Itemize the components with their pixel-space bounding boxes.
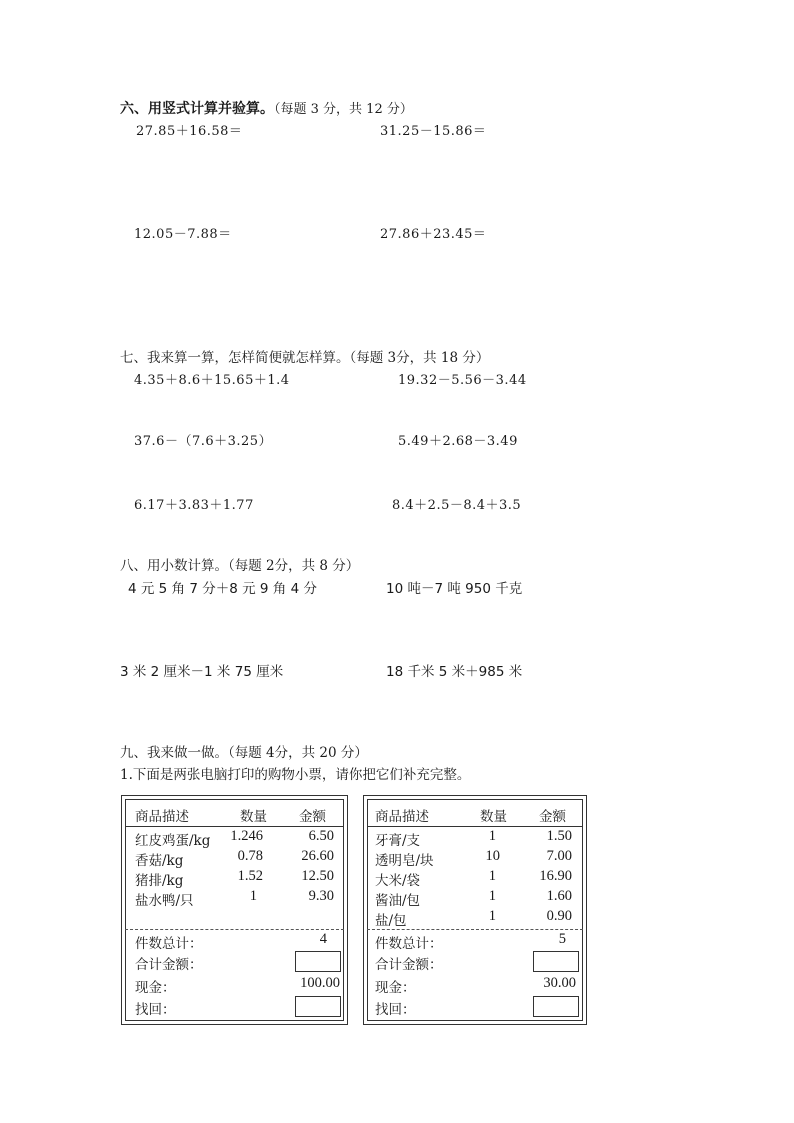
problem-8-4: 18 千米 5 米＋985 米 (386, 664, 523, 680)
section-eight-heading: 八、用小数计算。（每题 2分，共 8 分） (120, 558, 360, 574)
problem-8-1: 4 元 5 角 7 分＋8 元 9 角 4 分 (128, 581, 317, 597)
receipt-1-item-3-amount: 12.50 (301, 868, 334, 884)
receipt-1-item-1-name: 红皮鸡蛋/kg (135, 833, 211, 849)
receipt-2 (363, 795, 587, 1025)
receipt-2-summary-divider (367, 929, 583, 930)
receipt-2-item-4-amount: 1.60 (546, 888, 572, 904)
receipt-1-header-divider (125, 826, 344, 827)
receipt-1-count-value: 4 (319, 931, 327, 947)
receipt-2-item-5-amount: 0.90 (546, 908, 572, 924)
section-six-note: （每题 3 分，共 12 分） (274, 102, 413, 117)
receipt-2-item-4-name: 酱油/包 (375, 893, 421, 909)
receipt-1-cash-value: 100.00 (300, 975, 340, 991)
receipt-2-change-answer-box[interactable] (533, 996, 579, 1017)
receipt-1 (121, 795, 348, 1025)
receipt-1-change-label: 找回： (135, 1002, 176, 1018)
receipt-2-item-5-qty: 1 (488, 908, 496, 924)
receipt-2-total-answer-box[interactable] (533, 951, 579, 972)
problem-7-5: 6.17＋3.83＋1.77 (134, 498, 254, 513)
receipt-1-total-answer-box[interactable] (295, 951, 341, 972)
receipt-2-item-4-qty: 1 (488, 888, 496, 904)
receipt-1-item-1-amount: 6.50 (308, 828, 334, 844)
section-seven-heading: 七、我来算一算，怎样简便就怎样算。（每题 3分，共 18 分） (120, 350, 490, 366)
problem-6-3: 12.05－7.88＝ (134, 227, 232, 242)
problem-7-3: 37.6－（7.6＋3.25） (134, 434, 273, 449)
receipt-1-change-answer-box[interactable] (295, 996, 341, 1017)
receipt-2-item-5-name: 盐/包 (375, 913, 407, 929)
receipt-2-cash-label: 现金： (375, 980, 416, 996)
problem-7-2: 19.32－5.56－3.44 (398, 373, 527, 388)
receipt-2-change-label: 找回： (375, 1002, 416, 1018)
problem-8-2: 10 吨－7 吨 950 千克 (386, 581, 523, 597)
problem-6-1: 27.85＋16.58＝ (136, 124, 243, 139)
receipt-2-item-1-name: 牙膏/支 (375, 833, 421, 849)
problem-6-4: 27.86＋23.45＝ (380, 227, 487, 242)
section-nine-heading: 九、我来做一做。（每题 4分，共 20 分） (120, 745, 368, 761)
receipt-1-summary-divider (125, 929, 344, 930)
receipt-1-item-2-name: 香菇/kg (135, 853, 184, 869)
section-six-title: 六、用竖式计算并验算。 (120, 101, 274, 117)
receipt-2-cash-value: 30.00 (543, 975, 576, 991)
receipt-2-total-label: 合计金额： (375, 957, 443, 973)
problem-6-2: 31.25－15.86＝ (380, 124, 487, 139)
receipt-1-header-amount: 金额 (299, 809, 326, 825)
receipt-2-item-3-amount: 16.90 (539, 868, 572, 884)
problem-7-1: 4.35＋8.6＋15.65＋1.4 (134, 373, 290, 388)
receipt-1-item-1-qty: 1.246 (230, 828, 263, 844)
receipt-1-cash-label: 现金： (135, 980, 176, 996)
receipt-2-item-2-name: 透明皂/块 (375, 853, 434, 869)
receipt-2-header-amount: 金额 (539, 809, 566, 825)
receipt-2-item-3-name: 大米/袋 (375, 873, 421, 889)
receipt-2-header-divider (367, 826, 583, 827)
problem-8-3: 3 米 2 厘米－1 米 75 厘米 (120, 664, 284, 680)
receipt-2-header-name: 商品描述 (375, 809, 429, 825)
section-six-heading (120, 98, 413, 118)
problem-7-4: 5.49＋2.68－3.49 (398, 434, 518, 449)
receipt-1-item-3-qty: 1.52 (237, 868, 263, 884)
receipt-1-item-2-qty: 0.78 (237, 848, 263, 864)
receipt-2-count-value: 5 (558, 931, 566, 947)
receipt-1-item-4-qty: 1 (249, 888, 257, 904)
receipt-2-item-3-qty: 1 (488, 868, 496, 884)
receipt-1-header-qty: 数量 (240, 809, 267, 825)
receipt-1-count-label: 件数总计： (135, 936, 203, 952)
section-nine-question-1: 1.下面是两张电脑打印的购物小票，请你把它们补充完整。 (120, 767, 471, 783)
receipt-2-item-1-amount: 1.50 (546, 828, 572, 844)
receipt-1-total-label: 合计金额： (135, 957, 203, 973)
receipt-1-item-4-amount: 9.30 (308, 888, 334, 904)
receipt-2-item-2-amount: 7.00 (546, 848, 572, 864)
receipt-1-item-3-name: 猪排/kg (135, 873, 184, 889)
receipt-2-item-1-qty: 1 (488, 828, 496, 844)
problem-7-6: 8.4＋2.5－8.4＋3.5 (392, 498, 522, 513)
receipt-2-count-label: 件数总计： (375, 936, 443, 952)
receipt-2-header-qty: 数量 (480, 809, 507, 825)
receipt-1-header-name: 商品描述 (135, 809, 189, 825)
receipt-2-item-2-qty: 10 (485, 848, 500, 864)
receipt-1-item-4-name: 盐水鸭/只 (135, 893, 194, 909)
receipt-1-item-2-amount: 26.60 (301, 848, 334, 864)
